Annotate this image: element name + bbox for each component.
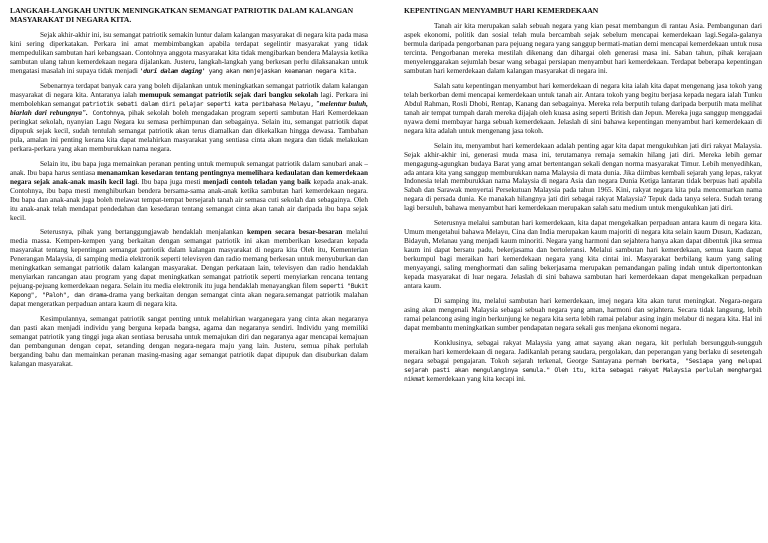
left-essay xyxy=(10,6,368,540)
right-point-3-paragraph: Seterusnya melalui sambutan hari kemerdekaan, kita dapat mengekalkan perpaduan antara kaum di negara kita. Umum mengetahui bahawa Melayu, Cina dan India merupakan kaum majoriti di negara kita selain kaum Dusun, Kadazan, Bidayuh, Melanau yang menjadi kaum minoriti. Negara yang harmoni dan sejahtera hanya akan dapat dibentuk jika semua kaum ini dapat bersatu padu, bekerjasama dan bertoleransi. Melalui sambutan hari kemerdekaan, semua kaum dapat berkumpul bagi meraikan hari kemerdekaan negara yang kita cintai ini. Masyarakat berbilang kaum yang saling menyayangi, saling menghormati dan saling bekerjasama merupakan pemandangan paling indah untuk dipertontonkan kepada masyarakat di luar negara. Jelaslah di sini bahawa sambutan hari kemerdekaan dapat mengekalkan perpaduan antara kaum. xyxy=(404,219,762,290)
text-run: kepada anak-anak. Contohnya, ibu bapa mesti menghiburkan bendera bersama-sama anak-anak ketika sambutan hari kemerdekaan negara. Ibu bapa dan anak-anak juga boleh melawat tempat-tempat bersejarah tanah air semasa cuti sekolah dan sebagainya. Oleh itu anak-anak telah mendapat pendedahan dan kesedaran tentang semangat cinta akan tanah air daripada ibu bapa sejak kecil. xyxy=(10,177,368,222)
right-point-2-paragraph: Selain itu, menyambut hari kemerdekaan adalah penting agar kita dapat mengukuhkan jati diri rakyat Malaysia. Sejak akhir-akhir ini, generasi muda masa ini, terutamanya remaja semakin hilang jati diri. Mereka lebih gemar mengagung-agungkan budaya Barat yang amat bertentangan sekali dengan norma masyarakat Timur. Lebih menyedihkan, ada antara kita yang sanggup memburukkan nama Malaysia di mata dunia. Jika diimbas kembali sejarah yang lepas, rakyat Indonesia telah memburukkan nama Malaysia di negara Asia dan negara Dunia Ketiga lantaran tidak berpuas hati apabila Sabah dan Sarawak menyertai Persekutuan Malaysia pada tahun 1965. Kini, rakyat negara kita pula mencemarkan nama negara di persada dunia. Ke manakah hilangnya jati diri sebagai rakyat Malaysia? Tepuk dada tanya selera. Sudah terang lagi bersuluh, bahawa menyambut hari kemerdekaan merupakan salah satu medium untuk mengukuhkan jati diri. xyxy=(404,141,762,213)
left-point-2-paragraph xyxy=(10,160,368,223)
text-run: , pihak sekolah boleh mengadakan program seperti sambutan Hari Kemerdekaan peringkat sekolah, nyanyian Lagu Negara ku semasa perhimpunan dan sebagainya. Selain itu, semangat patriotik dapat dipupuk sejak kecil, sudah tentulah semangat patriotik akan terus diamalkan dan dikekalkan hingga dewasa. Tambahan pula, amalan ini penting kerana kita dapat melahirkan masyarakat yang sentiasa cinta akan negara dan tidak melakukan perkara-perkara yang akan memburukkan nama negara. xyxy=(10,109,368,153)
text-run: Konklusinya, sebagai rakyat Malaysia yang amat sayang akan negara, kit perlulah bersungguh-sungguh meraikan hari kemerdekaan di negara. Jadikanlah perang saudara, pergolakan, dan peperangan yang berlaku di sesetengah negara sebagai pengajaran. Tokoh sejarah terkenal, George Santayana xyxy=(404,338,762,365)
text-run: melalui media massa. Kempen-kempen yang berkaitan dengan semangat patriotik ini akan memberikan kesedaran kepada masyarakat tentang kepentingan semangat patriotik dalam kalangan masyarakat di negara kita Oleh itu, Kementerian Penerangan Malaysia, di samping media elektronik seperti televisyen dan radio memang berkesan untuk menyuburkan dan meningkatkan semangat patriotik dalam kalangan masyarakat. Dengan perkataan lain, televisyen dan radio hendaklah menyiarkan rancangan atau program yang dapat meningkatkan semangat patriotik seperti menyiarkan rencana tentang pejuang-pejuang kemerdekaan negara. Selain itu media elektronik itu juga hendaklah menayangkan filem xyxy=(10,228,368,291)
text-run: -drama yang berkaitan dengan semangat cinta akan negara.semangat patriotik malahan dapat mengeratkan perpaduan antara kaum di negara kita. xyxy=(10,291,368,309)
handwritten-annotation: yang akan menjejaskan keamanan negara kita. xyxy=(205,67,357,76)
bold-phrase: memupuk semangat patriotik sejak dari bangku sekolah xyxy=(139,91,319,100)
handwritten-annotation: patriotik sebati dalam diri pelajar seperti kata peribahasa Melayu, xyxy=(82,100,314,109)
bold-phrase: kempen secara besar-besaran xyxy=(246,228,343,237)
right-conclusion-paragraph xyxy=(404,339,762,384)
right-point-4-paragraph: Di samping itu, melalui sambutan hari kemerdekaan, imej negara kita akan turut meningkat. Negara-negara asing akan mengenali Malaysia sebagai sebuah negara yang aman, harmoni dan sejahtera. Secara tidak langsung, lebih ramai pelancong asing ingin berkunjung ke negara kita serta lebih ramai pelabur asing ingin melabur di negara kita. Hal ini dapat membantu meningkatkan sumber pendapatan negara sekali gus menjana ekonomi negara. xyxy=(404,296,762,332)
text-run: Sejak akhir-akhir ini, isu semangat patriotik semakin luntur dalam kalangan masyarakat di negara kita pada masa kini sering diperkatakan. Perkara ini amat membimbangkan apabila terdapat segelintir masyarakat yang tidak mempedulikan sambutan hari kebangsaan. Contohnya anggota masyarakat kita tidak mengibarkan bendera Malaysia ketika sambutan ulang tahun kemerdekaan negara dijalankan. Justeru, langkah-langkah yang berkesan perlu dilaksanakan untuk mengatasi masalah ini supaya tidak menjadi xyxy=(10,31,368,76)
bold-phrase: menjadi contoh teladan yang baik xyxy=(203,177,311,186)
handwritten-annotation: seperti "Bukit Kepong", "Paloh", dan drama xyxy=(10,282,368,300)
handwritten-annotation: Contohnya xyxy=(87,109,124,118)
left-conclusion-paragraph: Kesimpulannya, semangat patriotik sangat penting untuk melahirkan warganegara yang cinta akan negaranya dan pasti akan menjadi individu yang berguna kepada bangsa, agama dan negaranya sendiri. Individu yang memiliki semangat patriotik yang tinggi juga akan sentiasa berusaha untuk memajukan diri dan negaranya agar mencapai kemajuan dan pembangunan dengan cepat, setanding dengan negara-negara maju yang lain. Justeru, semua pihak perlulah berganding bahu dan memainkan peranan masing-masing agar semangat patriotik dapat dipupuk dan disuburkan dalam kalangan masyarakat. xyxy=(10,315,368,368)
right-essay xyxy=(404,6,762,540)
right-intro-paragraph: Tanah air kita merupakan salah sebuah negara yang kian pesat membangun di rantau Asia. Pembangunan dari aspek ekonomi, politik dan sosial telah mula bercambah sejak sebelum mencapai kemerdekaan lagi.Segala-galanya bermula daripada pengorbanan para pejuang negara yang sanggup bermati-matian demi mencapai kemerdekaan untuk nusa tercinta. Pengorbanan mereka mestilah dikenang dan dihargai oleh generasi masa ini. Saban tahun, pihak kerajaan menyelenggarakan sejumlah besar wang sebagai persiapan menyambut hari kemerdekaan. Terdapat beberapa kepentingan sambutan hari kemerdekaan dalam kalangan masyarakat di negara ini. xyxy=(404,22,762,75)
right-essay-title: KEPENTINGAN MENYAMBUT HARI KEMERDEKAAN xyxy=(404,6,599,15)
right-point-1-paragraph: Salah satu kepentingan menyambut hari kemerdekaan di negara kita ialah kita dapat mengenang jasa tokoh yang telah berkorban demi mencapai kemerdekaan untuk tanah air. Antara tokoh yang begitu berjasa kepada negara ialah Tunku Abdul Rahman, Rosli Dhobi, Rentap, Kanang dan sebagainya. Mereka rela berputih tulang daripada berputih mata melihat tanah air tempat tumpah darah mereka dijajah oleh kuasa asing seperti British dan Jepun. Mereka juga sanggup menggadai nyawa demi membayar harga sebuah kemerdekaan. Jelaslah di sini bahawa kepentingan menyambut hari kemerdekaan di negara kita adalah untuk mengenang jasa tokoh. xyxy=(404,81,762,135)
text-run: Sebenarnya terdapat banyak cara yang boleh dijalankan untuk meningkatkan semangat patriotik dalam kalangan masyarakat di negara kita. Antaranya ialah xyxy=(10,82,368,100)
text-run: kemerdekaan yang kita kecapi ini. xyxy=(424,374,526,383)
text-run: lagi. Perkara ini membolehkan semangat xyxy=(10,91,368,109)
text-run: Selain itu, ibu bapa juga memainkan peranan penting untuk memupuk semangat patriotik dalam sanubari anak –anak. Ibu bapa harus sentiasa xyxy=(10,159,368,177)
handwritten-annotation: pernah berkata, "Sesiapa yang melupai sejarah pasti akan mengulanginya semula." Oleh itu, kita sebagai rakyat Malaysia perlulah menghargai nikmat xyxy=(404,356,762,383)
proverb-quote: "melentur buluh, biarlah dari rebungnya". xyxy=(10,100,368,118)
handwritten-annotation: 'duri dalam daging' xyxy=(139,67,206,76)
left-essay-title: LANGKAH-LANGKAH UNTUK MENINGKATKAN SEMANGAT PATRIOTIK DALAM KALANGAN MASYARAKAT DI NEGARA KITA. xyxy=(10,6,354,25)
left-intro-paragraph xyxy=(10,31,368,76)
left-point-1-paragraph xyxy=(10,82,368,154)
text-run: . Ibu bapa juga mesti xyxy=(137,177,204,186)
left-point-3-paragraph xyxy=(10,228,368,309)
bold-phrase: menanamkan kesedaran tentang pentingnya memelihara kedaulatan dan kemerdekaan negara sejak anak-anak masih kecil lagi xyxy=(10,168,368,186)
text-run: Seterusnya, pihak yang bertanggungjawab hendaklah menjalankan xyxy=(40,228,247,237)
